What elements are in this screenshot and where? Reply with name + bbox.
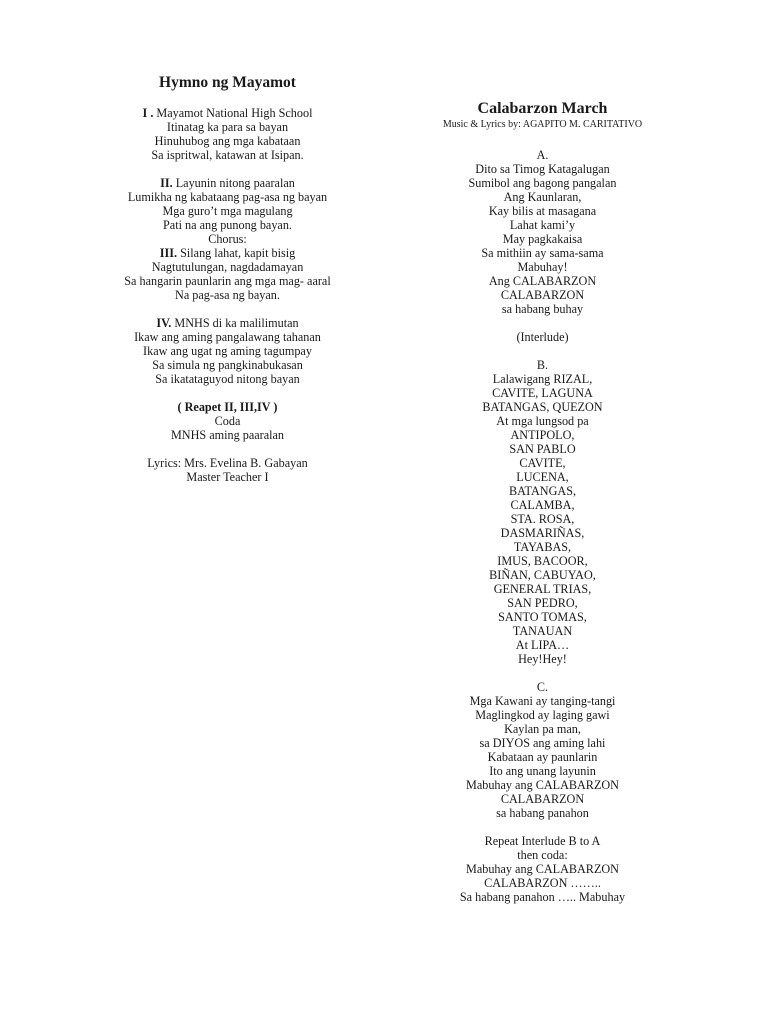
hymn-column bbox=[80, 73, 375, 484]
lyric-line: Ito ang unang layunin bbox=[489, 764, 596, 778]
verse-first-line bbox=[80, 246, 375, 260]
verse-line: Pati na ang punong bayan. bbox=[163, 218, 292, 232]
lyric-line: At mga lungsod pa bbox=[496, 414, 589, 428]
chorus-label: Chorus: bbox=[208, 232, 247, 246]
verse-line: Sa simula ng pangkinabukasan bbox=[152, 358, 303, 372]
lyric-line: Sa mithiin ay sama-sama bbox=[481, 246, 604, 260]
verse-line: Ikaw ang ugat ng aming tagumpay bbox=[143, 344, 312, 358]
lyric-line: Ang CALABARZON bbox=[488, 274, 597, 288]
verse-3 bbox=[80, 246, 375, 302]
lyric-line: Maglingkod ay laging gawi bbox=[475, 708, 610, 722]
verse-line: Itinatag ka para sa bayan bbox=[166, 120, 289, 134]
lyric-line: TAYABAS, bbox=[513, 540, 572, 554]
verse-number: II. bbox=[160, 176, 173, 190]
lyric-line: Mabuhay ang CALABARZON bbox=[465, 778, 619, 792]
verse-number: III. bbox=[159, 246, 178, 260]
section-label: C. bbox=[536, 680, 549, 694]
lyric-line: BATANGAS, QUEZON bbox=[482, 400, 603, 414]
lyric-line: ANTIPOLO, bbox=[510, 428, 575, 442]
lyric-line: TANAUAN bbox=[512, 624, 573, 638]
lyric-line: Mabuhay! bbox=[517, 260, 568, 274]
verse-line: Hinuhubog ang mga kabataan bbox=[154, 134, 301, 148]
verse-4 bbox=[80, 316, 375, 386]
verse-line: Mga guro’t mga magulang bbox=[162, 204, 293, 218]
march-credits: Music & Lyrics by: AGAPITO M. CARITATIVO bbox=[442, 119, 643, 130]
verse-1 bbox=[80, 106, 375, 162]
coda-line: MNHS aming paaralan bbox=[170, 428, 285, 442]
verse-line: Sa ispritwal, katawan at Isipan. bbox=[151, 148, 304, 162]
author-title: Master Teacher I bbox=[186, 470, 269, 484]
lyric-line: Lahat kami’y bbox=[509, 218, 576, 232]
lyric-line: CALAMBA, bbox=[510, 498, 575, 512]
lyric-line: DASMARIÑAS, bbox=[500, 526, 585, 540]
part-b bbox=[390, 358, 695, 666]
lyric-line: STA. ROSA, bbox=[510, 512, 575, 526]
verse-line: MNHS di ka malilimutan bbox=[174, 316, 299, 330]
lyrics-credit: Lyrics: Mrs. Evelina B. Gabayan bbox=[147, 456, 308, 470]
verse-line: Na pag-asa ng bayan. bbox=[175, 288, 280, 302]
lyric-line: SAN PABLO bbox=[509, 442, 576, 456]
verse-line: Layunin nitong paaralan bbox=[175, 176, 295, 190]
lyric-line: Kay bilis at masagana bbox=[488, 204, 597, 218]
lyric-line: CAVITE, bbox=[519, 456, 566, 470]
verse-first-line bbox=[80, 106, 375, 120]
lyric-line: SAN PEDRO, bbox=[507, 596, 578, 610]
verse-first-line bbox=[80, 176, 375, 190]
lyric-line: Kabataan ay paunlarin bbox=[487, 750, 598, 764]
hymn-title: Hymno ng Mayamot bbox=[159, 74, 296, 91]
lyric-line: CALABARZON bbox=[500, 792, 585, 806]
lyric-line: Hey!Hey! bbox=[518, 652, 567, 666]
coda-label: Coda bbox=[214, 414, 241, 428]
verse-line: Silang lahat, kapit bisig bbox=[180, 246, 296, 260]
lyric-line: Sa habang panahon ….. Mabuhay bbox=[459, 890, 626, 904]
verse-line: Lumikha ng kabataang pag-asa ng bayan bbox=[127, 190, 328, 204]
lyric-line: sa DIYOS ang aming lahi bbox=[479, 736, 606, 750]
lyric-line: GENERAL TRIAS, bbox=[493, 582, 592, 596]
lyric-line: Sumibol ang bagong pangalan bbox=[468, 176, 617, 190]
lyric-line: BIÑAN, CABUYAO, bbox=[489, 568, 596, 582]
section-label: A. bbox=[536, 148, 549, 162]
lyric-line: sa habang buhay bbox=[501, 302, 584, 316]
lyric-line: Repeat Interlude B to A bbox=[484, 834, 601, 848]
part-a bbox=[390, 148, 695, 316]
lyric-line: BATANGAS, bbox=[508, 484, 577, 498]
verse-first-line bbox=[80, 316, 375, 330]
lyric-line: At LIPA… bbox=[515, 638, 570, 652]
march-title: Calabarzon March bbox=[477, 100, 608, 117]
verse-line: Nagtutulungan, nagdadamayan bbox=[151, 260, 304, 274]
verse-number: I . bbox=[142, 106, 154, 120]
repeat-instruction: ( Reapet II, III,IV ) bbox=[177, 400, 278, 414]
lyric-line: Mga Kawani ay tanging-tangi bbox=[469, 694, 616, 708]
lyric-line: IMUS, BACOOR, bbox=[497, 554, 588, 568]
verse-number: IV. bbox=[156, 316, 172, 330]
lyric-line: then coda: bbox=[517, 848, 568, 862]
verse-2 bbox=[80, 176, 375, 246]
lyric-line: Ang Kaunlaran, bbox=[503, 190, 582, 204]
march-column bbox=[390, 99, 695, 904]
verse-line: Sa hangarin paunlarin ang mga mag- aaral bbox=[124, 274, 331, 288]
lyric-line: CAVITE, LAGUNA bbox=[492, 386, 593, 400]
verse-line: Mayamot National High School bbox=[156, 106, 313, 120]
lyric-line: May pagkakaisa bbox=[502, 232, 583, 246]
lyric-line: CALABARZON bbox=[500, 288, 585, 302]
ending-instructions bbox=[390, 834, 695, 904]
lyric-line: LUCENA, bbox=[516, 470, 569, 484]
lyric-line: SANTO TOMAS, bbox=[498, 610, 587, 624]
lyric-line: Lalawigang RIZAL, bbox=[492, 372, 593, 386]
lyric-line: Dito sa Timog Katagalugan bbox=[475, 162, 610, 176]
verse-line: Sa ikatataguyod nitong bayan bbox=[155, 372, 300, 386]
interlude-label: (Interlude) bbox=[516, 330, 569, 344]
section-label: B. bbox=[536, 358, 549, 372]
verse-line: Ikaw ang aming pangalawang tahanan bbox=[134, 330, 321, 344]
lyric-line: Kaylan pa man, bbox=[504, 722, 581, 736]
lyric-line: Mabuhay ang CALABARZON bbox=[465, 862, 619, 876]
lyric-line: CALABARZON …….. bbox=[484, 876, 601, 890]
part-c bbox=[390, 680, 695, 820]
lyric-line: sa habang panahon bbox=[496, 806, 589, 820]
